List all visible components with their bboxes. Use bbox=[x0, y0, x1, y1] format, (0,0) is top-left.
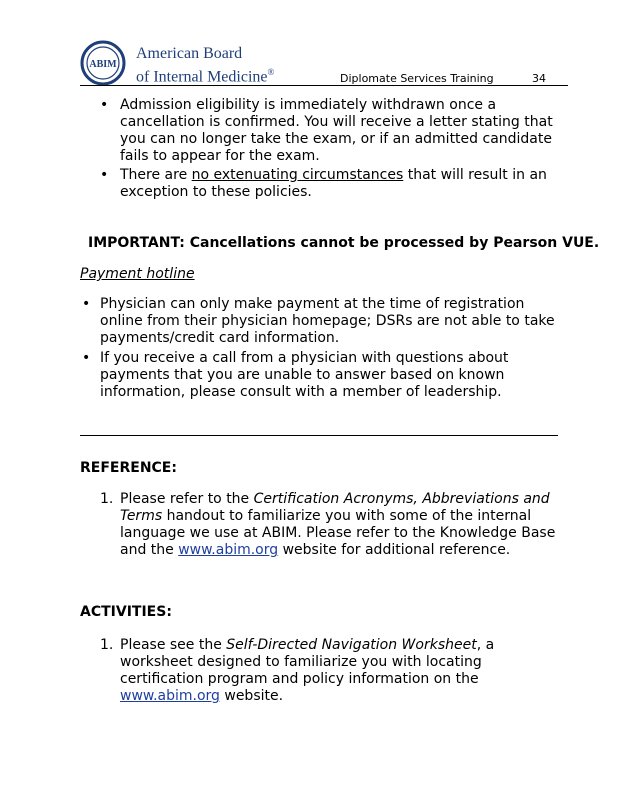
bullet-dot: • bbox=[100, 167, 109, 183]
payment-bullet-1-line-3: payments/credit card information. bbox=[100, 330, 340, 346]
reference-l4-post: website for additional reference. bbox=[278, 542, 511, 558]
bullet-top-1-line-2: cancellation is confirmed. You will receive a letter stating that bbox=[120, 114, 553, 130]
bullet-top-2-post: that will result in an bbox=[403, 167, 547, 183]
bullet-top-2-underlined: no extenuating circumstances bbox=[191, 167, 404, 183]
header-rule bbox=[80, 85, 568, 86]
payment-bullet-1-line-2: online from their physician homepage; DSRs are not able to take bbox=[100, 313, 555, 329]
abim-website-link[interactable]: www.abim.org bbox=[120, 688, 220, 704]
reference-l2-italic: Terms bbox=[120, 508, 163, 524]
payment-bullet-1 bbox=[100, 296, 555, 347]
payment-bullet-2-line-1: If you receive a call from a physician with questions about bbox=[100, 350, 509, 366]
bullet-top-2 bbox=[120, 167, 547, 201]
payment-bullet-2-line-2: payments that you are unable to answer based on known bbox=[100, 367, 505, 383]
activities-line-1 bbox=[120, 637, 494, 654]
bullet-dot: • bbox=[82, 296, 91, 312]
reference-item bbox=[120, 491, 555, 559]
payment-bullet-1-line-1: Physician can only make payment at the time of registration bbox=[100, 296, 525, 312]
bullet-top-2-line-2: exception to these policies. bbox=[120, 184, 312, 200]
reference-heading: REFERENCE: bbox=[80, 460, 177, 476]
bullet-top-1-line-3: you can no longer take the exam, or if an admitted candidate bbox=[120, 131, 552, 147]
activities-line-2: worksheet designed to familiarize you with locating bbox=[120, 654, 482, 670]
org-line-2-wrap bbox=[136, 63, 274, 86]
activities-heading: ACTIVITIES: bbox=[80, 604, 172, 620]
logo-lettering: ABIM bbox=[89, 59, 117, 70]
payment-bullet-2 bbox=[100, 350, 508, 401]
reference-l2-post: handout to familiarize you with some of the internal bbox=[162, 508, 532, 524]
abim-website-link[interactable]: www.abim.org bbox=[178, 542, 279, 558]
reference-l4-pre: and the bbox=[120, 542, 179, 558]
reference-line-2 bbox=[120, 508, 555, 525]
reference-item-number: 1. bbox=[100, 491, 114, 507]
registered-mark: ® bbox=[267, 67, 275, 77]
activities-line-4 bbox=[120, 688, 494, 705]
activities-line-3: certification program and policy information on the bbox=[120, 671, 479, 687]
section-divider bbox=[80, 435, 558, 436]
bullet-top-2-pre: There are bbox=[120, 167, 192, 183]
bullet-top-1-line-4: fails to appear for the exam. bbox=[120, 148, 320, 164]
bullet-top-2-line-1 bbox=[120, 167, 547, 184]
org-line-2: of Internal Medicine bbox=[136, 68, 268, 86]
org-line-1: American Board bbox=[136, 45, 243, 62]
bullet-top-1-line-1: Admission eligibility is immediately withdrawn once a bbox=[120, 97, 497, 113]
abim-logo bbox=[80, 40, 126, 86]
activities-item bbox=[120, 637, 494, 705]
activities-l1-italic: Self-Directed Navigation Worksheet bbox=[226, 637, 477, 653]
reference-l1-italic: Certification Acronyms, Abbreviations and bbox=[253, 491, 550, 507]
page-number: 34 bbox=[532, 72, 546, 85]
activities-l1-post: , a bbox=[476, 637, 495, 653]
activities-l4-post: website. bbox=[219, 688, 284, 704]
important-notice: IMPORTANT: Cancellations cannot be processed by Pearson VUE. bbox=[88, 235, 600, 251]
reference-line-3: language we use at ABIM. Please refer to the Knowledge Base bbox=[120, 525, 556, 541]
activities-item-number: 1. bbox=[100, 637, 114, 653]
bullet-dot: • bbox=[82, 350, 91, 366]
reference-l1-pre: Please refer to the bbox=[120, 491, 254, 507]
document-title: Diplomate Services Training bbox=[340, 72, 494, 85]
reference-line-1 bbox=[120, 491, 555, 508]
payment-hotline-heading: Payment hotline bbox=[80, 266, 195, 282]
bullet-dot: • bbox=[100, 97, 109, 113]
payment-bullet-2-line-3: information, please consult with a member of leadership. bbox=[100, 384, 502, 400]
activities-l1-pre: Please see the bbox=[120, 637, 227, 653]
bullet-top-1 bbox=[120, 97, 553, 165]
reference-line-4 bbox=[120, 542, 555, 559]
organization-name bbox=[136, 45, 274, 86]
